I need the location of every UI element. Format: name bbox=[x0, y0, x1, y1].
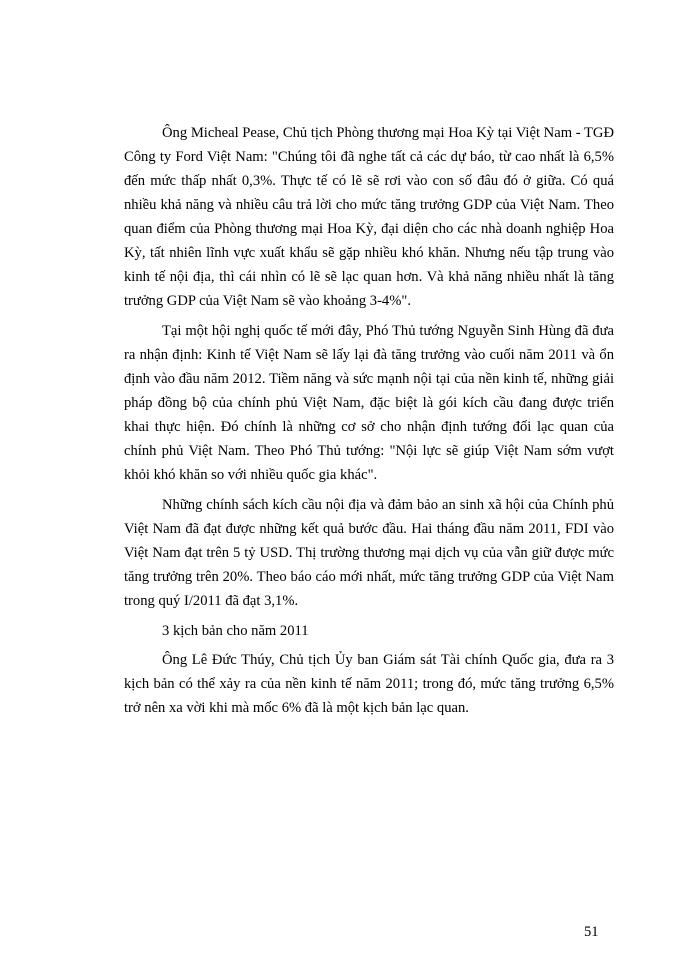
page-number: 51 bbox=[584, 924, 599, 940]
paragraph-micheal-pease: Ông Micheal Pease, Chủ tịch Phòng thương mại Hoa Kỳ tại Việt Nam - TGĐ Công ty Ford Việt Nam: "Chúng tôi đã nghe tất cả các dự báo, từ cao nhất là 6,5% đến mức thấp nhất 0,3%. Thực tế có lẽ sẽ rơi vào con số đâu đó ở giữa. Có quá nhiều khả năng và nhiều câu trả lời cho mức tăng trưởng GDP của Việt Nam. Theo quan điểm của Phòng thương mại Hoa Kỳ, đại diện cho các nhà doanh nghiệp Hoa Kỳ, tất nhiên lĩnh vực xuất khẩu sẽ gặp nhiều khó khăn. Nhưng nếu tập trung vào kinh tế nội địa, thì cái nhìn có lẽ sẽ lạc quan hơn. Và khả năng nhiều nhất là tăng trưởng GDP của Việt Nam sẽ vào khoảng 3-4%". bbox=[124, 125, 614, 309]
document-body bbox=[124, 121, 614, 726]
paragraph-stimulus-results: Những chính sách kích cầu nội địa và đảm bảo an sinh xã hội của Chính phủ Việt Nam đã đạt được những kết quả bước đầu. Hai tháng đầu năm 2011, FDI vào Việt Nam đạt trên 5 tỷ USD. Thị trường thương mại dịch vụ của vẫn giữ được mức tăng trưởng trên 20%. Theo báo cáo mới nhất, mức tăng trưởng GDP của Việt Nam trong quý I/2011 đã đạt 3,1%. bbox=[124, 497, 614, 609]
paragraph-scenarios: Ông Lê Đức Thúy, Chủ tịch Ủy ban Giám sát Tài chính Quốc gia, đưa ra 3 kịch bản có thể xảy ra của nền kinh tế năm 2011; trong đó, mức tăng trưởng 6,5% trở nên xa vời khi mà mốc 6% đã là một kịch bản lạc quan. bbox=[124, 652, 614, 716]
section-heading: 3 kịch bản cho năm 2011 bbox=[162, 623, 309, 639]
paragraph-deputy-pm: Tại một hội nghị quốc tế mới đây, Phó Thủ tướng Nguyễn Sinh Hùng đã đưa ra nhận định: Kinh tế Việt Nam sẽ lấy lại đà tăng trưởng vào cuối năm 2011 và ổn định vào đầu năm 2012. Tiềm năng và sức mạnh nội tại của nền kinh tế, những giải pháp đồng bộ của chính phủ Việt Nam, đặc biệt là gói kích cầu đang được triển khai thực hiện. Đó chính là những cơ sở cho nhận định tướng đối lạc quan của chính phủ Việt Nam. Theo Phó Thủ tướng: "Nội lực sẽ giúp Việt Nam sớm vượt khỏi khó khăn so với nhiều quốc gia khác". bbox=[124, 323, 614, 483]
